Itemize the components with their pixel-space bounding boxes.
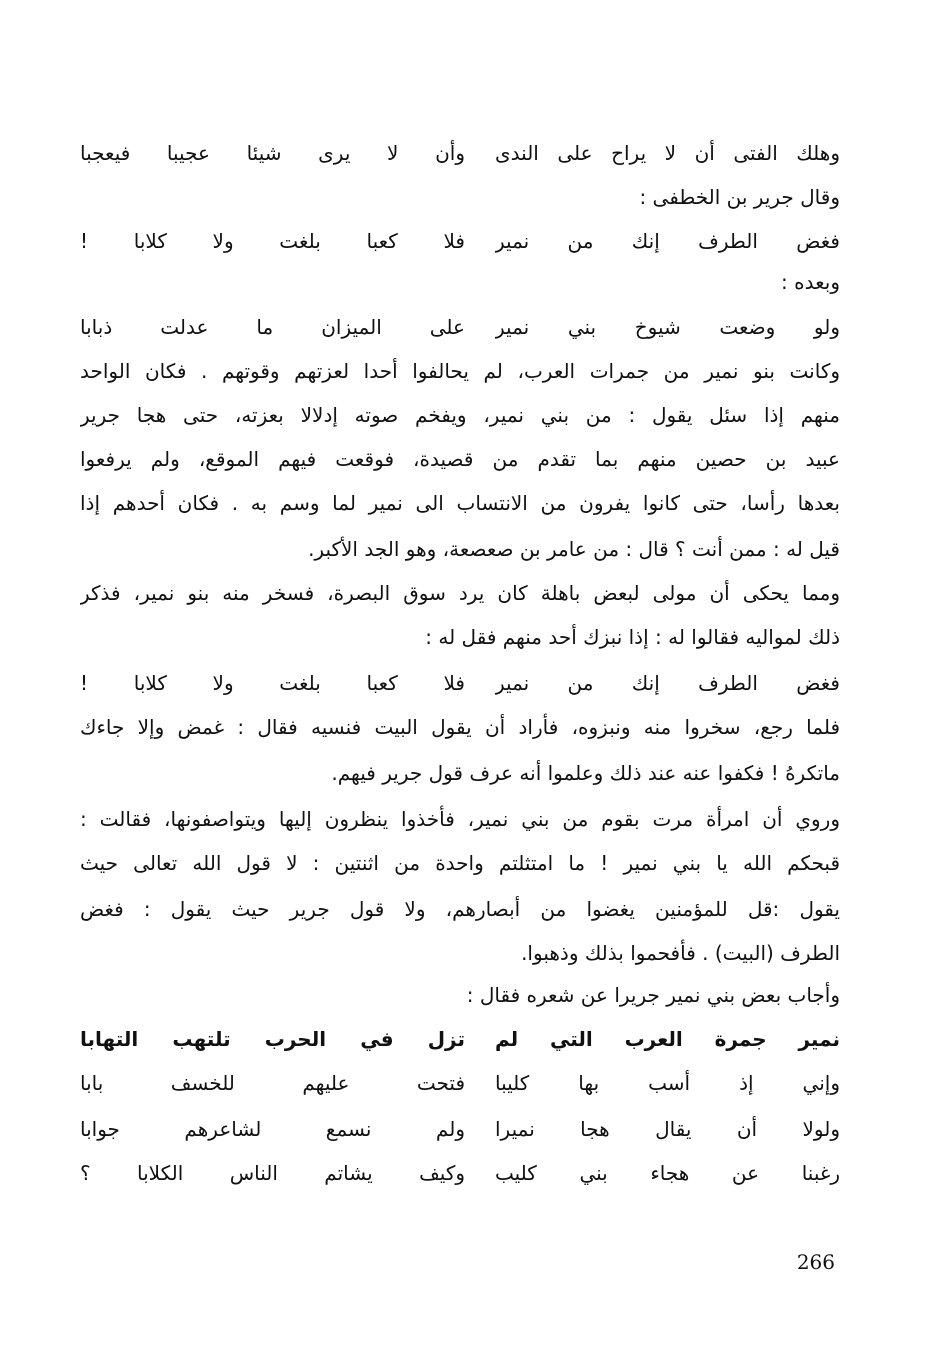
prose-line: بعدها رأسا، حتى كانوا يفرون من الانتساب الى نمير لما وسم به . فكان أحدهم إذا [80, 491, 840, 515]
verse-line [80, 664, 840, 702]
verse-line [80, 222, 840, 260]
prose-line: وبعده : [781, 270, 840, 294]
verse-second-hemistich: وكيف يشاتم الناس الكلابا ؟ [80, 1161, 465, 1185]
verse-second-hemistich: فلا كعبا بلغت ولا كلابا ! [80, 671, 465, 695]
prose-line: يقول :قل للمؤمنين يغضوا من أبصارهم، ولا قول جرير حيث يقول : فغض [80, 897, 840, 921]
prose-line: وكانت بنو نمير من جمرات العرب، لم يحالفوا أحدا لعزتهم وقوتهم . فكان الواحد [80, 359, 840, 383]
prose-line: قيل له : ممن أنت ؟ قال : من عامر بن صعصعة، وهو الجد الأكبر. [308, 537, 840, 561]
verse-second-hemistich: فلا كعبا بلغت ولا كلابا ! [80, 229, 465, 253]
verse-first-hemistich: وهلك الفتى أن لا يراح على الندى [495, 141, 840, 165]
prose-line: ماتكرهُ ! فكفوا عنه عند ذلك وعلموا أنه عرف قول جرير فيهم. [331, 761, 840, 785]
verse-first-hemistich: وإني إذ أسب بها كليبا [495, 1071, 840, 1095]
verse-second-hemistich: على الميزان ما عدلت ذبابا [80, 315, 465, 339]
verse-first-hemistich: رغبنا عن هجاء بني كليب [495, 1161, 840, 1185]
prose-line: فلما رجع، سخروا منه ونبزوه، فأراد أن يقول البيت فنسيه فقال : غمض وإلا جاءك [80, 715, 840, 739]
verse-line [80, 1110, 840, 1148]
prose-line: الطرف (البيت) . فأفحموا بذلك وذهبوا. [521, 941, 840, 965]
page-number: 266 [796, 1250, 835, 1274]
verse-first-hemistich: فغض الطرف إنك من نمير [495, 229, 840, 253]
prose-line: وقال جرير بن الخطفى : [639, 185, 840, 209]
verse-line [80, 308, 840, 346]
verse-line [80, 1064, 840, 1102]
verse-first-hemistich: نمير جمرة العرب التي لم [495, 1027, 840, 1051]
verse-line [80, 1020, 840, 1058]
verse-second-hemistich: تزل في الحرب تلتهب التهابا [80, 1027, 465, 1051]
verse-line [80, 134, 840, 172]
prose-line: وروي أن امرأة مرت بقوم من بني نمير، فأخذوا ينظرون إليها ويتواصفونها، فقالت : [80, 807, 840, 831]
verse-first-hemistich: فغض الطرف إنك من نمير [495, 671, 840, 695]
verse-second-hemistich: فتحت عليهم للخسف بابا [80, 1071, 465, 1095]
prose-line: منهم إذا سئل يقول : من بني نمير، ويفخم صوته إدلالا بعزته، حتى هجا جرير [80, 403, 840, 427]
verse-second-hemistich: وأن لا يرى شيئا عجيبا فيعجبا [80, 141, 465, 165]
prose-line: ذلك لمواليه فقالوا له : إذا نبزك أحد منهم فقل له : [425, 625, 840, 649]
prose-line: قبحكم الله يا بني نمير ! ما امتثلتم واحدة من اثنتين : لا قول الله تعالى حيث [80, 851, 840, 875]
prose-line: وأجاب بعض بني نمير جريرا عن شعره فقال : [466, 983, 840, 1007]
prose-line: ومما يحكى أن مولى لبعض باهلة كان يرد سوق البصرة، فسخر منه بنو نمير، فذكر [80, 581, 840, 605]
prose-line: عبيد بن حصين منهم بما تقدم من قصيدة، فوقعت فيهم الموقع، ولم يرفعوا [80, 447, 840, 471]
verse-line [80, 1154, 840, 1192]
verse-second-hemistich: ولم نسمع لشاعرهم جوابا [80, 1117, 465, 1141]
verse-first-hemistich: ولو وضعت شيوخ بني نمير [495, 315, 840, 339]
verse-first-hemistich: ولولا أن يقال هجا نميرا [495, 1117, 840, 1141]
